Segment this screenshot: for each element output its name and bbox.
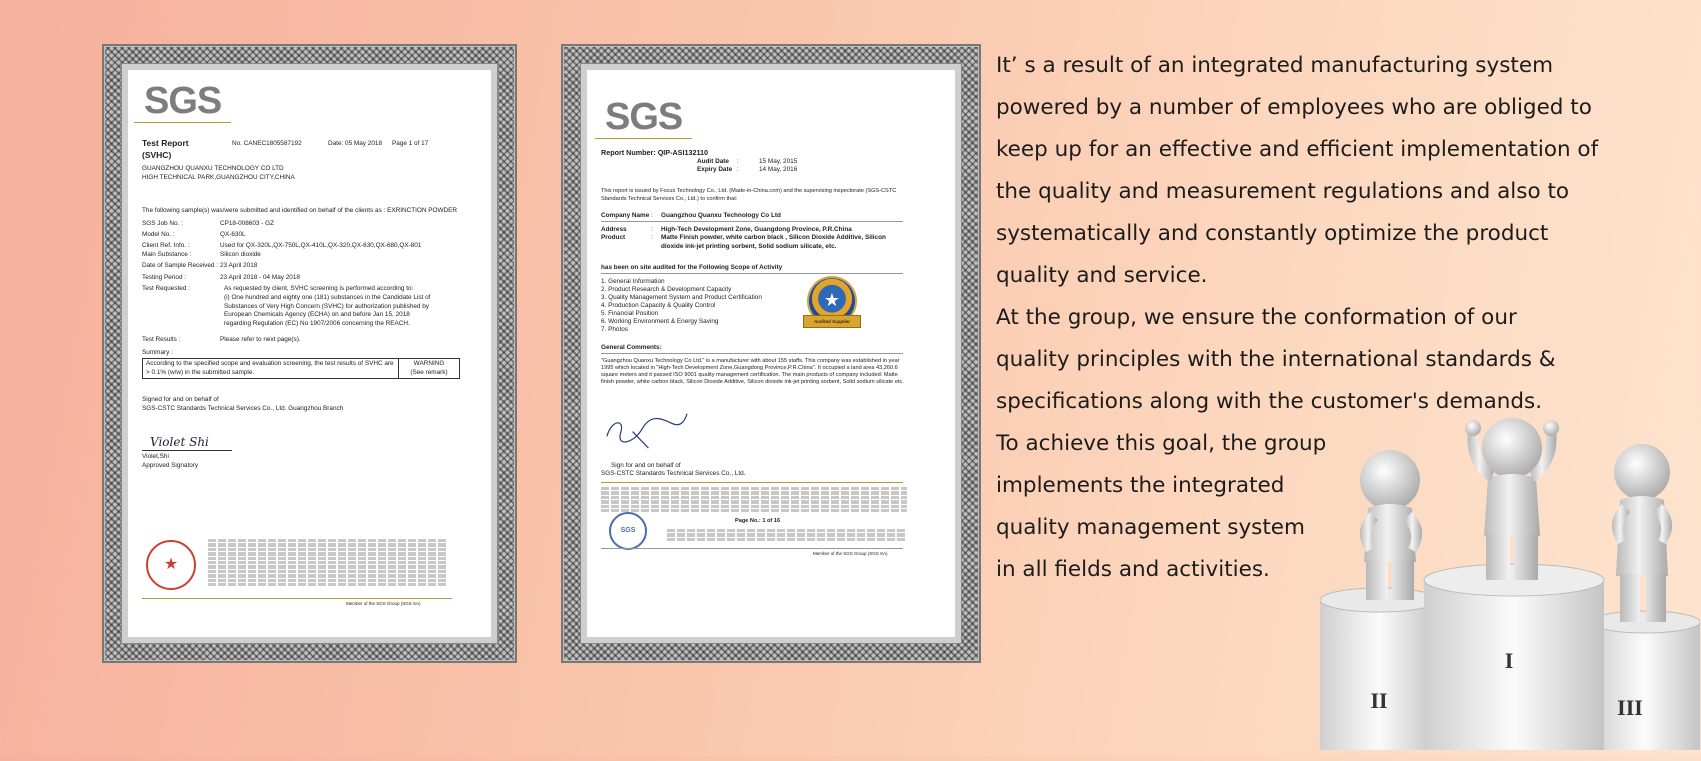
text-line: powered by a number of employees who are obliged to xyxy=(996,95,1592,120)
handwritten-signature: Violet Shi xyxy=(150,435,209,449)
report-title: Test Report xyxy=(142,138,189,148)
summary-result: WARNING xyxy=(413,360,445,367)
report-number: No. CANEC1805587192 xyxy=(232,140,302,147)
summary-result-note: (See remark) xyxy=(410,368,448,376)
signed-for: Signed for and on behalf of xyxy=(142,396,219,403)
scope-item: 1. General Information xyxy=(601,278,665,285)
field-value: 23 April 2018 xyxy=(220,262,258,269)
summary-text: According to the specified scope and evaluation screening, the test results of SVHC are > 0.1% (w/w) in the submitted sample. xyxy=(143,359,399,378)
text-line: At the group, we ensure the conformation of our xyxy=(996,305,1517,330)
second-place-figure xyxy=(1360,450,1422,600)
scope-item: 2. Product Research & Development Capacity xyxy=(601,286,732,293)
test-requested-detail: (i) One hundred and eighty one (181) substances in the Candidate List of Substances of Very High Concern (SVHC) for authorization published by European Chemicals Agency (ECHA) on and before Jan 15, 2018 regarding Regulation (EC) No 1907/2006 concerning the REACH. xyxy=(224,294,431,327)
field-key: Testing Period : xyxy=(142,274,187,281)
test-results-key: Test Results : xyxy=(142,336,181,343)
signer-role: Approved Signatory xyxy=(142,462,199,469)
signed-org: SGS-CSTC Standards Technical Services Co., Ltd. xyxy=(601,470,746,477)
second-place-label: II xyxy=(1370,688,1388,713)
sgs-audit-report-certificate xyxy=(561,44,981,663)
text-line: quality principles with the international standards & xyxy=(996,347,1556,372)
red-seal-stamp: ★ xyxy=(146,540,196,590)
text-line: systematically and constantly optimize the product xyxy=(996,221,1549,246)
expiry-date-value: 14 May, 2016 xyxy=(759,166,798,173)
company-key: Company Name xyxy=(601,212,650,219)
third-place-figure xyxy=(1612,444,1672,622)
divider xyxy=(601,548,903,549)
audited-supplier-badge-icon xyxy=(809,278,855,324)
product-key: Product xyxy=(601,234,626,241)
star-icon: ★ xyxy=(823,290,841,310)
report-number: Report Number: QIP-ASI132110 xyxy=(601,148,709,157)
field-value: Silicon dioxide xyxy=(220,251,261,258)
comments-text: "Guangzhou Quanxu Technology Co Ltd." is a manufacturer with about 155 staffs. This company was established in year 1995 which located in "High-Tech Development Zone,Guangdong Province,P.R.China". It occupied a land area 43,260.6 square meters and it passed ISO 9001 quality management certification. The main products of company included: Matte finish powder, white carbon black, Silicon Dioxide Additive, Silicon dioxide ink-jet printing sorbent, Solid sodium silicate etc. xyxy=(601,358,904,385)
test-results-value: Please refer to next page(s). xyxy=(220,336,301,343)
text-line: implements the integrated xyxy=(996,473,1285,498)
divider xyxy=(601,353,903,354)
summary-box xyxy=(142,358,460,379)
handwritten-signature xyxy=(601,407,695,461)
company-name: GUANGZHOU QUANXU TECHNOLOGY CO LTD xyxy=(142,165,284,172)
field-key: Main Substance : xyxy=(142,251,192,258)
signature-line xyxy=(142,450,232,451)
scope-item: 5. Financial Position xyxy=(601,310,659,317)
page-number: Page No.: 1 of 16 xyxy=(735,518,781,524)
badge-ribbon: Audited Supplier xyxy=(803,315,861,328)
scope-item: 4. Production Capacity & Quality Control xyxy=(601,302,716,309)
summary-result-cell xyxy=(399,359,459,378)
field-value: Used for QX-320L,QX-750L,QX-410L,QX-320,QX-630,QX-680,QX-801 xyxy=(220,242,422,249)
address-fine-print xyxy=(667,528,907,546)
certificate-page: SGS Report Number: QIP-ASI132110 Audit Date : 15 May, 2015 Expiry Date : 14 May, 2016 This report is issued by Focus Technology Co., Ltd. (Made-in-China.com) and the supervising inspectorate (SGS-CSTC Standards Technical Services Co., Ltd.) to confirm that: Company Name : Guangzhou Quanxu Technology Co Ltd Address : High-Tech Development Zone, Guangdong Province, P.R.China Product : Matte Finish powder, white carbon black , Silicon Dioxide Additive, Silicon dioxide ink-jet printing sorbent, Solid sodium silicate, etc. has been on site audited for the Following Scope of Activity 1. General Information 2. Product Research & Development Capacity 3. Quality Management System and Product Certification 4. Production Capacity & Quality Control 5. Financial Position 6. Working Environment & Energy Saving 7. Photos ★ Audited Supplier General Comments: "Guangzhou Quanxu Technology Co Ltd." is a manufacturer with about 155 staffs. This company was established in year 1995 which located in "High-Tech Development Zone,Guangdong Province,P.R.China". It occupied a land area 43,260.6 square meters and it passed ISO 9001 quality management certification. The main products of company included: Matte finish powder, white carbon black, Silicon Dioxide Additive, Silicon dioxide ink-jet printing sorbent, Solid sodium silicate etc. Sign for and on behalf of SGS-CSTC Standards Technical Services Co., Ltd. SGS Page No.: 1 of 16 Member of the SGS Group (SGS SA) xyxy=(581,64,961,643)
winners-podium-illustration xyxy=(1320,410,1700,756)
scope-item: 3. Quality Management System and Product Certification xyxy=(601,294,762,301)
field-value: As requested by client, SVHC screening is performed according to: xyxy=(224,285,414,292)
field-value: QX-630L xyxy=(220,231,246,238)
signed-for: Sign for and on behalf of xyxy=(611,462,681,469)
footer-line xyxy=(601,482,903,483)
sgs-test-report-certificate xyxy=(102,44,517,663)
field-value: CP18-008603 - GZ xyxy=(220,220,274,227)
first-place-label: I xyxy=(1504,648,1514,673)
field-value: 23 April 2018 - 04 May 2018 xyxy=(220,274,300,281)
legal-fine-print xyxy=(208,538,448,592)
legal-fine-print xyxy=(601,486,907,516)
sgs-logo: SGS xyxy=(144,76,221,127)
report-page: Page 1 of 17 xyxy=(392,140,429,147)
sample-intro: The following sample(s) was/were submitted and identified on behalf of the clients as : EXRINCTION POWDER xyxy=(142,207,458,214)
divider xyxy=(601,221,903,222)
certificate-page xyxy=(122,64,497,643)
company-address: HIGH TECHNICAL PARK,GUANGZHOU CITY,CHINA xyxy=(142,174,295,181)
text-line: in all fields and activities. xyxy=(996,557,1270,582)
product-value: Matte Finish powder, white carbon black , Silicon Dioxide Additive, Silicon dioxide ink-jet printing sorbent, Solid sodium silicate, etc. xyxy=(661,234,886,250)
field-key: Date of Sample Received : xyxy=(142,262,219,269)
scope-item: 6. Working Environment & Energy Saving xyxy=(601,318,719,325)
text-line: To achieve this goal, the group xyxy=(996,431,1327,456)
report-date: Date: 05 May 2018 xyxy=(328,140,382,147)
signer-name: Violet,Shi xyxy=(142,453,169,460)
blue-sgs-stamp: SGS xyxy=(609,512,647,550)
summary-label: Summary : xyxy=(142,349,173,356)
text-line: It’ s a result of an integrated manufacturing system xyxy=(996,53,1554,78)
report-intro: This report is issued by Focus Technology Co., Ltd. (Made-in-China.com) and the supervising inspectorate (SGS-CSTC Standards Technical Services Co., Ltd.) to confirm that: xyxy=(601,188,897,202)
third-place-label: III xyxy=(1617,695,1643,720)
field-key: Test Requested : xyxy=(142,285,190,292)
signed-org: SGS-CSTC Standards Technical Services Co., Ltd. Guangzhou Branch xyxy=(142,405,344,412)
first-place-figure xyxy=(1465,418,1559,580)
address-value: High-Tech Development Zone, Guangdong Province, P.R.China xyxy=(661,226,852,233)
comments-title: General Comments: xyxy=(601,344,662,351)
text-line: the quality and measurement regulations and also to xyxy=(996,179,1570,204)
divider xyxy=(601,273,903,274)
text-line: quality and service. xyxy=(996,263,1208,288)
field-key: Client Ref. Info. : xyxy=(142,242,190,249)
sgs-member-note: Member of the SGS Group (SGS SA) xyxy=(346,601,421,606)
company-value: Guangzhou Quanxu Technology Co Ltd xyxy=(661,212,781,219)
expiry-date-key: Expiry Date xyxy=(697,166,733,173)
sgs-member-note: Member of the SGS Group (SGS SA) xyxy=(813,551,888,556)
scope-title: has been on site audited for the Following Scope of Activity xyxy=(601,264,783,271)
text-line: specifications along with the customer's demands. xyxy=(996,389,1543,414)
field-key: Model No. : xyxy=(142,231,175,238)
scope-item: 7. Photos xyxy=(601,326,629,333)
footer-line xyxy=(142,598,452,599)
address-key: Address xyxy=(601,226,627,233)
text-line: quality management system xyxy=(996,515,1305,540)
report-subtitle: (SVHC) xyxy=(142,150,172,160)
audit-date-value: 15 May, 2015 xyxy=(759,158,798,165)
sgs-logo: SGS xyxy=(605,92,682,143)
text-line: keep up for an effective and efficient implementation of xyxy=(996,137,1599,162)
field-key: SGS Job No. : xyxy=(142,220,183,227)
audit-date-key: Audit Date xyxy=(697,158,729,165)
